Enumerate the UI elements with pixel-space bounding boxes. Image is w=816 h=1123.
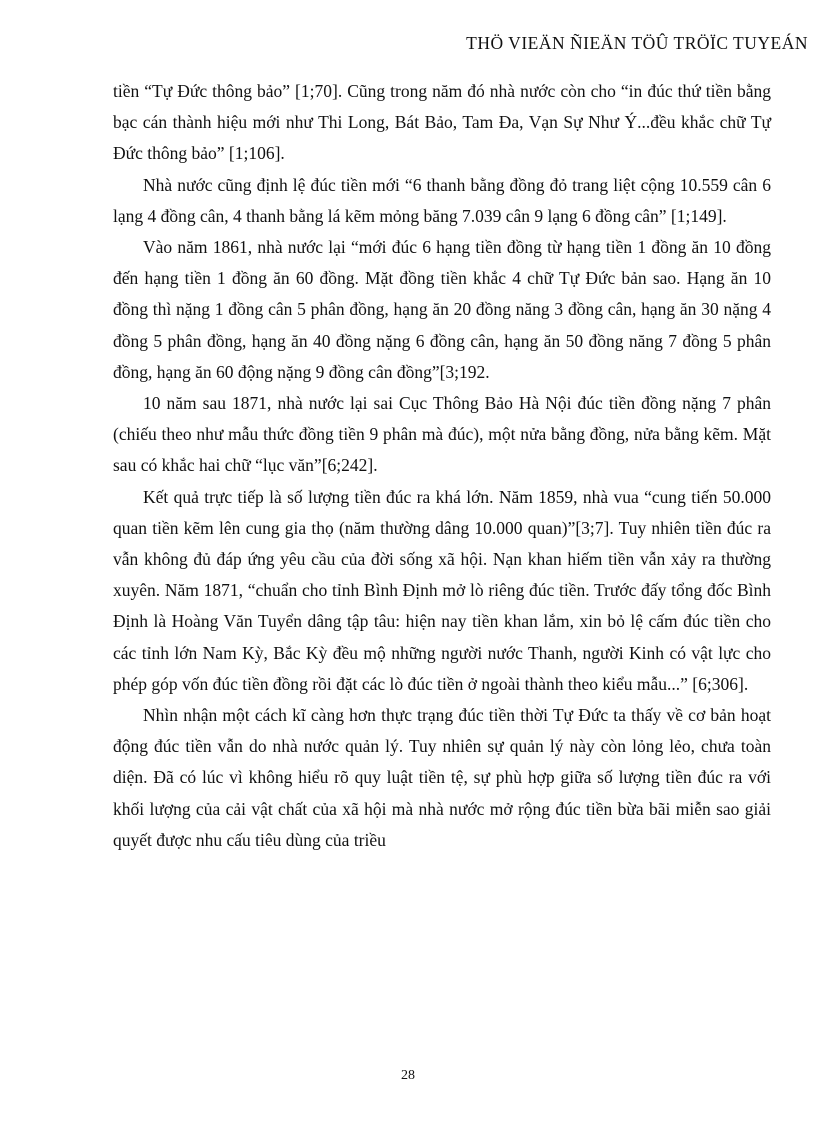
- paragraph-3: Vào năm 1861, nhà nước lại “mới đúc 6 hạng tiền đồng từ hạng tiền 1 đồng ăn 10 đồng đến hạng tiền 1 đồng ăn 60 đồng. Mặt đồng tiền khắc 4 chữ Tự Đức bản sao. Hạng ăn 10 đồng thì nặng 1 đồng cân 5 phân đồng, hạng ăn 20 đồng năng 3 đồng cân, hạng ăn 30 nặng 4 đồng 5 phân đồng, hạng ăn 40 đồng nặng 6 đồng cân, hạng ăn 50 đồng năng 7 đồng 5 phân đồng, hạng ăn 60 động nặng 9 đồng cân đồng”[3;192.: [113, 237, 771, 382]
- document-body: [113, 76, 771, 856]
- paragraph-6: Nhìn nhận một cách kĩ càng hơn thực trạng đúc tiền thời Tự Đức ta thấy về cơ bản hoạt động đúc tiền vẫn do nhà nước quản lý. Tuy nhiên sự quản lý này còn lỏng lẻo, chưa toàn diện. Đã có lúc vì không hiểu rõ quy luật tiền tệ, sự phù hợp giữa số lượng tiền đúc ra với khối lượng của cải vật chất của xã hội mà nhà nước mở rộng đúc tiền bừa bãi miễn sao giải quyết được nhu cấu tiêu dùng của triều: [113, 705, 771, 850]
- paragraph-2: Nhà nước cũng định lệ đúc tiền mới “6 thanh bằng đồng đỏ trang liệt cộng 10.559 cân 6 lạng 4 đồng cân, 4 thanh bằng lá kẽm mỏng băng 7.039 cân 9 lạng 6 đồng cân” [1;149].: [113, 174, 771, 226]
- paragraph-1: tiền “Tự Đức thông bảo” [1;70]. Cũng trong năm đó nhà nước còn cho “in đúc thứ tiền bằng bạc cán thành hiệu mới như Thi Long, Bát Bảo, Tam Đa, Vạn Sự Như Ý...đều khắc chữ Tự Đức thông bảo” [1;106].: [113, 81, 771, 164]
- paragraph-4: 10 năm sau 1871, nhà nước lại sai Cục Thông Bảo Hà Nội đúc tiền đồng nặng 7 phân (chiếu theo như mẫu thức đồng tiền 9 phân mà đúc), một nửa bằng đồng, nửa bằng kẽm. Mặt sau có khắc hai chữ “lục văn”[6;242].: [113, 393, 771, 476]
- page-header: THÖ VIEÄN ÑIEÄN TÖÛ TRÖÏC TUYEÁN: [466, 33, 808, 53]
- paragraph-5: Kết quả trực tiếp là số lượng tiền đúc ra khá lớn. Năm 1859, nhà vua “cung tiến 50.000 quan tiền kẽm lên cung gia thọ (năm thường dâng 10.000 quan)”[3;7]. Tuy nhiên tiền đúc ra vẫn không đủ đáp ứng yêu cầu của đời sống xã hội. Nạn khan hiếm tiền vẫn xảy ra thường xuyên. Năm 1871, “chuẩn cho tỉnh Bình Định mở lò riêng đúc tiền. Trước đấy tổng đốc Bình Định là Hoàng Văn Tuyển dâng tập tâu: hiện nay tiền khan lắm, xin bỏ lệ cấm đúc tiền cho các tỉnh lớn Nam Kỳ, Bắc Kỳ đều mộ những người nước Thanh, người Kinh có vật lực cho phép góp vốn đúc tiền đồng rồi đặt các lò đúc tiền ở ngoài thành theo kiểu mẫu...” [6;306].: [113, 486, 771, 694]
- page-number: 28: [401, 1068, 415, 1083]
